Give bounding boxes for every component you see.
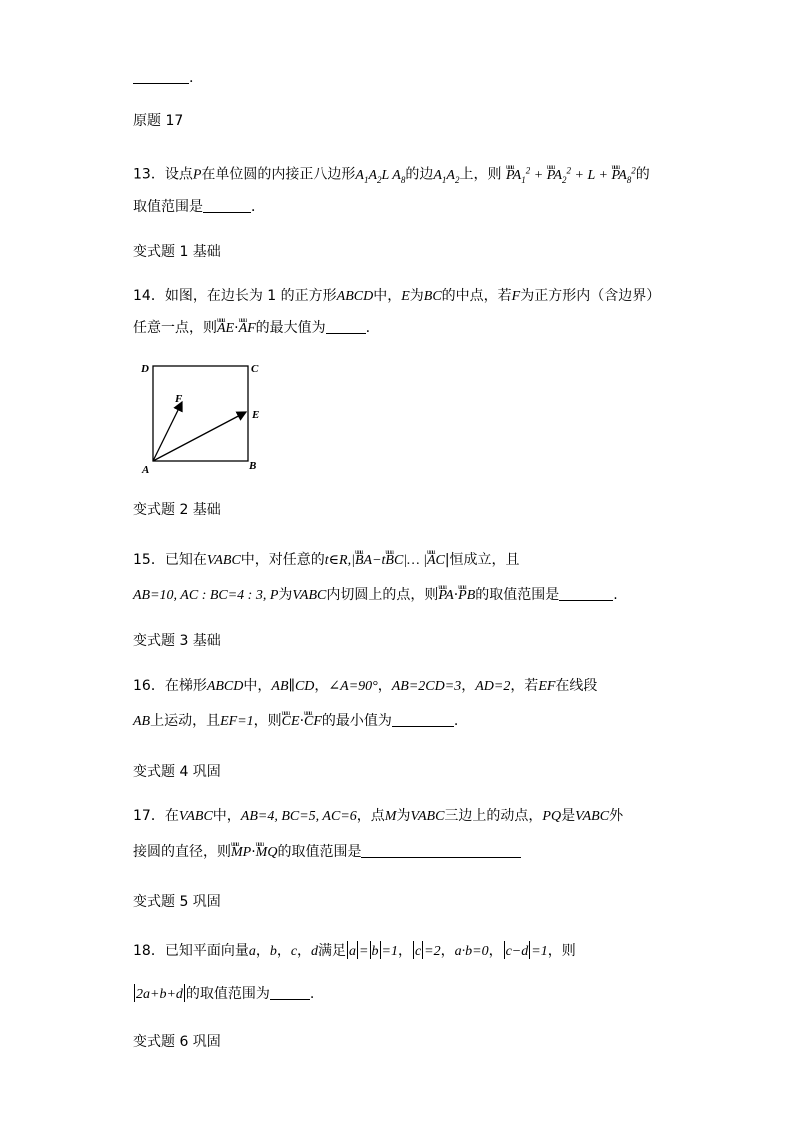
sum-expression: uuu $PA_1^2$ + uuu $PA_2^2 + L$ + uuu $PA_8^2$ [506,168,636,183]
point-e: E [401,289,410,304]
segment-ab: AB [133,714,151,729]
question-18-line-1: 18．已知平面向量a，b，c，d满足 a = b =1， c =2，a·b=0， c−d =1，则 [133,943,576,959]
dot-ab: a·b=0 [454,944,489,959]
text: 的最小值为 [321,713,392,729]
text: 为正方形内（含边界） [520,288,661,304]
section-header-original: 原题 17 [133,113,184,129]
answer-blank [392,712,454,727]
question-15-line-1 [133,550,520,571]
vector-a: a [248,944,256,959]
question-number: 16． [133,678,165,694]
vector-pa: uuu PA [438,586,453,606]
parallel-condition: AB∥CD [271,679,315,694]
segment-bc: BC [423,289,442,304]
vector-ce: uuu CE [282,712,300,732]
text: 中， [373,288,402,304]
text: 的中点，若 [441,288,512,304]
text: ，若 [510,678,539,694]
text: ，则 [547,943,576,959]
period: . [309,986,315,1002]
period: . [613,587,618,603]
text: 接圆的直径，则 [133,844,231,860]
text: ，则 [253,713,282,729]
label-f: F [175,393,183,405]
point-p: P [192,167,202,183]
question-14-line-2: 任意一点，则uuu AE·uuu AF的最大值为 . [133,318,370,339]
text: ，点 [356,808,385,824]
text: 内切圆上的点，则 [326,587,439,603]
label-c: C [251,363,259,375]
text: 满足 [318,943,347,959]
text: 上，则 [459,166,502,183]
label-e: E [252,409,260,421]
label-d: D [141,363,149,375]
segment-ef: EF [538,679,556,694]
top-line [133,68,193,88]
section-header-variant-1: 变式题 1 基础 [133,244,221,260]
square-figure [130,358,270,478]
question-number: 15． [133,552,165,568]
text: 上运动，且 [150,713,221,729]
segment-pq: PQ [542,809,562,824]
inequality: |… | [403,553,427,568]
norm-c-minus-d: c−d =1 [503,944,548,959]
answer-blank [559,586,613,601]
text: 的 [635,166,650,183]
answer-blank [326,319,366,334]
triangle-name: VABC [292,588,327,603]
text: 的取值范围是 [277,844,362,860]
text: 三边上的动点， [444,808,543,824]
vector-cf: uuu CF [304,712,322,732]
text: 已知在 [164,552,207,568]
question-number: 14． [133,288,165,304]
text: 在单位圆的内接正八边形 [201,166,356,183]
answer-blank [270,985,310,1000]
question-18-line-2 [133,984,314,1005]
text: 中，对任意的 [240,552,325,568]
trapezoid-name: ABCD [206,679,244,694]
text: |恒成立，且 [444,552,520,568]
norm-c: c =2 [412,944,441,959]
text: 如图，在边长为 1 的正方形 [164,288,337,304]
question-15-line-2: AB=10, AC : BC=4 : 3, P为VABC内切圆上的点，则uuu PA·uuu PB的取值范围是 . [133,585,618,606]
period: . [453,713,459,729]
question-number: 13． [133,166,165,183]
side-lengths: AB=4, BC=5, AC=6 [240,809,357,824]
text: 在梯形 [164,678,207,694]
vector-pb: uuu PB [458,586,475,606]
vector-ac: uuu AC [427,551,445,571]
text: 在 [164,808,179,824]
text: 为 [409,288,424,304]
conditions: AB=10, AC : BC=4 : 3, P [133,588,279,603]
text: 在线段 [555,678,598,694]
text: 已知平面向量 [164,943,249,959]
text: 任意一点，则 [133,320,217,336]
square-outline [153,366,248,461]
point-m: M [384,809,397,824]
answer-blank [361,843,521,858]
section-header-variant-6: 变式题 6 巩固 [133,1034,221,1050]
text: 的最大值为 [255,320,326,336]
text: 为 [396,808,411,824]
ad-condition: AD=2 [475,679,511,694]
triangle-name: VABC [575,809,610,824]
text: 的边 [405,166,434,183]
length-condition: AB=2CD=3 [391,679,462,694]
text: 中， [243,678,272,694]
vector-b: b [269,944,277,959]
text: 的取值范围为 [185,986,270,1002]
question-17-line-2: 接圆的直径，则uuu MP·uuu MQ的取值范围是 [133,842,521,863]
text: 是 [561,808,576,824]
period: . [365,320,371,336]
question-16-line-1: 16．在梯形ABCD中，AB∥CD，∠A=90°，AB=2CD=3，AD=2，若EF在线段 [133,678,598,694]
section-header-variant-3: 变式题 3 基础 [133,633,221,649]
text: 为 [278,587,293,603]
text: 的取值范围是 [475,587,560,603]
question-number: 18． [133,943,165,959]
question-17-line-1 [133,806,623,827]
vector-af-arrow [153,402,182,461]
section-header-variant-4: 变式题 4 巩固 [133,764,221,780]
vector-d: d [311,944,319,959]
period: . [189,70,194,86]
label-b: B [249,460,257,472]
text: 设点 [164,166,193,183]
question-16-line-2: AB上运动，且EF=1，则uuu CE·uuu CF的最小值为 . [133,711,458,732]
norm-expression: 2a+b+d [133,987,186,1002]
answer-blank [203,198,251,213]
vector-ae-arrow [153,412,246,461]
question-13-line-1 [133,160,650,189]
text: 中， [212,808,241,824]
angle-condition: ∠A=90° [328,679,378,694]
section-header-variant-2: 变式题 2 基础 [133,502,221,518]
label-a: A [142,464,150,476]
period: ． [251,199,265,215]
text: 外 [609,808,624,824]
minus-t: −t [372,553,386,568]
answer-blank [133,69,189,84]
polygon-name: $A_1A_2L$ $A_8$ [355,167,406,185]
vector-ba: uuu BA [355,551,372,571]
ef-condition: EF=1 [220,714,254,729]
question-13-line-2 [133,197,265,217]
triangle-name: VABC [178,809,213,824]
question-number: 17． [133,808,165,824]
section-header-variant-5: 变式题 5 巩固 [133,894,221,910]
edge-a1a2: $A_1A_2$ [433,167,460,185]
question-14-line-1 [133,286,660,307]
norm-a-eq-b: a = b =1 [346,944,398,959]
square-name: ABCD [336,289,374,304]
triangle-name: VABC [206,553,241,568]
vector-bc: uuu BC [385,551,403,571]
text: 取值范围是 [133,199,203,215]
vector-af: uuu AF [239,319,256,339]
vector-c: c [290,944,298,959]
vector-mp: uuu MP [231,843,251,863]
triangle-name: VABC [410,809,445,824]
vector-ae: uuu AE [217,319,234,339]
condition: t∈R,| [324,553,355,568]
point-f: F [511,289,521,304]
vector-mq: uuu MQ [256,843,278,863]
